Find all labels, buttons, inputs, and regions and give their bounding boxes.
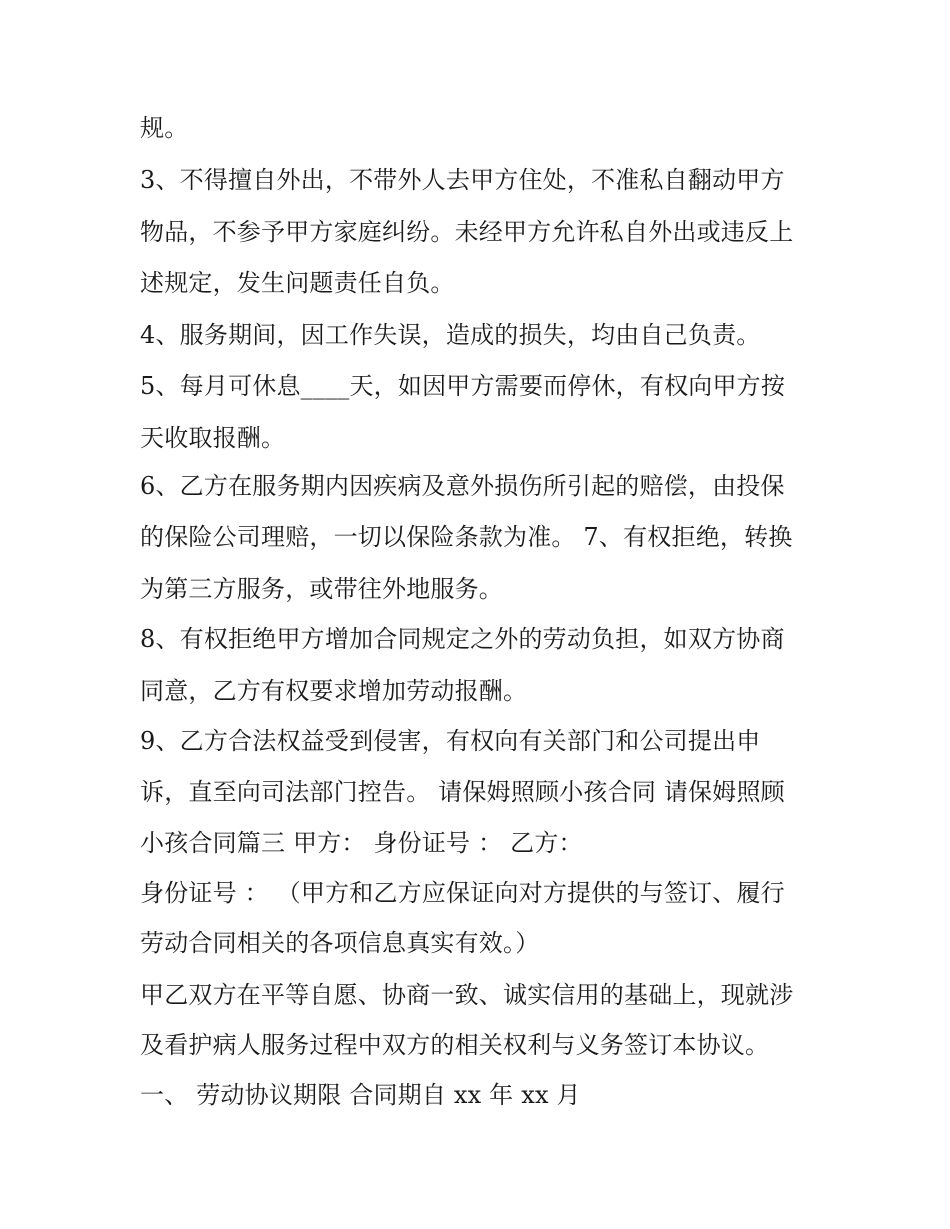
- text-line: 身份证号 ： （甲方和乙方应保证向对方提供的与签订、履行: [140, 879, 785, 907]
- text-line: 为第三方服务，或带往外地服务。: [140, 575, 503, 603]
- text-line: 9、乙方合法权益受到侵害，有权向有关部门和公司提出申: [140, 727, 761, 755]
- text-line: 及看护病人服务过程中双方的相关权利与义务签订本协议。: [140, 1031, 770, 1059]
- text-line: 规。: [140, 114, 189, 142]
- text-line: 4、服务期间，因工作失误，造成的损失，均由自己负责。: [140, 321, 761, 349]
- text-line: 天收取报酬。: [140, 424, 286, 452]
- text-line: 的保险公司理赔，一切以保险条款为准。 7、有权拒绝，转换: [140, 523, 793, 551]
- text-line: 小孩合同篇三 甲方： 身份证号 ： 乙方：: [140, 829, 583, 857]
- text-line: 8、有权拒绝甲方增加合同规定之外的劳动负担，如双方协商: [140, 625, 785, 653]
- text-line: 6、乙方在服务期内因疾病及意外损伤所引起的赔偿，由投保: [140, 472, 785, 500]
- text-line: 诉，直至向司法部门控告。 请保姆照顾小孩合同 请保姆照顾: [140, 778, 785, 806]
- text-line: 5、每月可休息____天，如因甲方需要而停休，有权向甲方按: [140, 372, 786, 400]
- text-line: 一、 劳动协议期限 合同期自 xx 年 xx 月: [140, 1081, 581, 1109]
- text-line: 3、不得擅自外出，不带外人去甲方住处，不准私自翻动甲方: [140, 166, 785, 194]
- text-line: 同意，乙方有权要求增加劳动报酬。: [140, 677, 528, 705]
- text-line: 劳动合同相关的各项信息真实有效。）: [140, 929, 540, 957]
- text-line: 甲乙双方在平等自愿、协商一致、诚实信用的基础上，现就涉: [140, 981, 794, 1009]
- text-line: 物品，不参予甲方家庭纠纷。未经甲方允许私自外出或违反上: [140, 218, 794, 246]
- text-line: 述规定，发生问题责任自负。: [140, 269, 455, 297]
